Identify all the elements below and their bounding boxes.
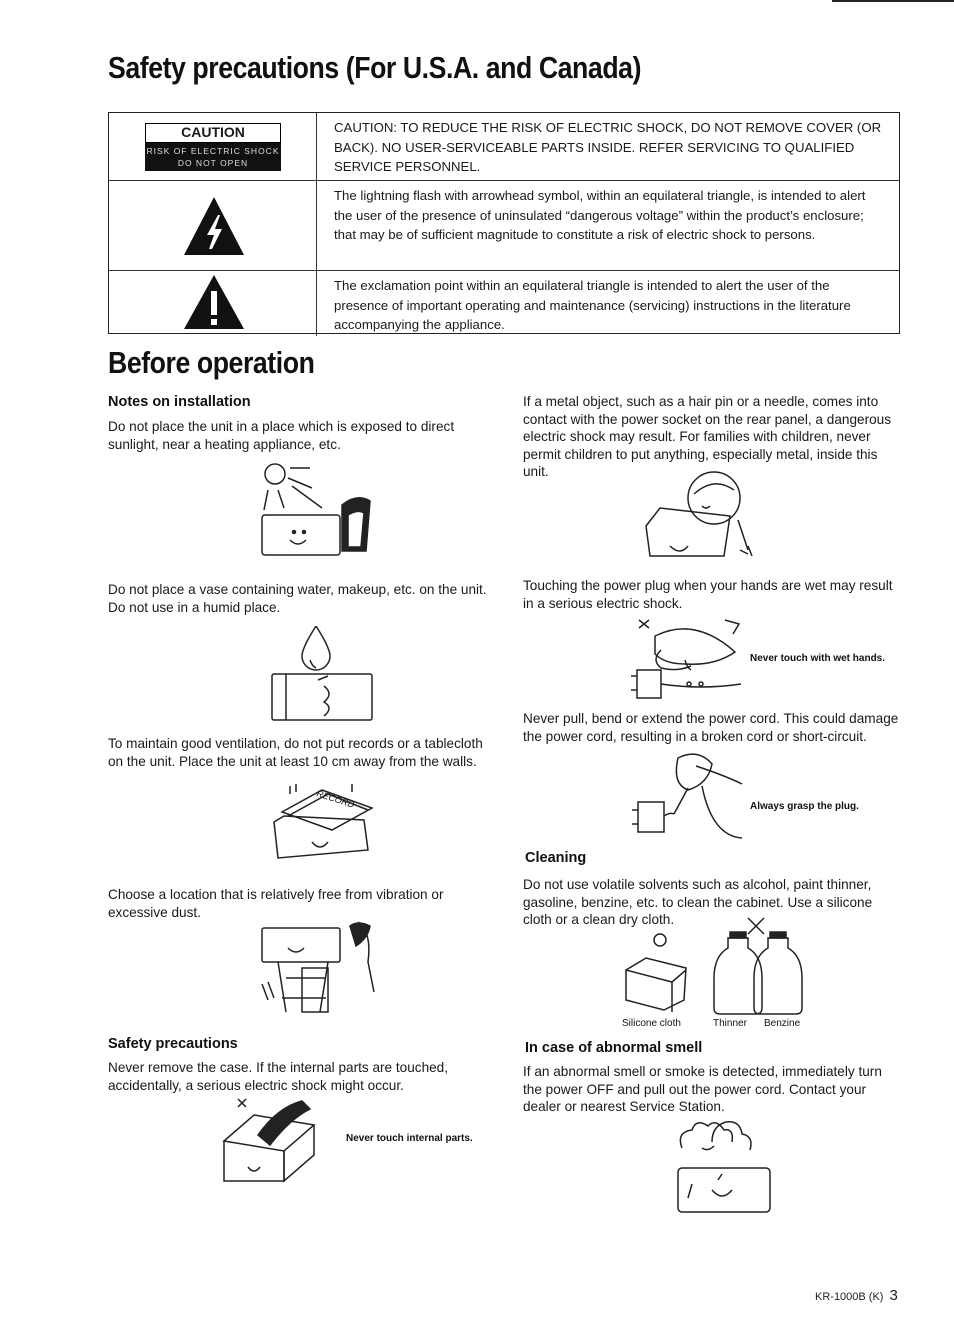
right-p5: If an abnormal smell or smoke is detected, immediately turn the power OFF and pull out the power cord. Contact your dealer or nearest Service Station. — [523, 1064, 882, 1115]
caution-sub-2: DO NOT OPEN — [177, 158, 249, 168]
caution-sub-1: RISK OF ELECTRIC SHOCK — [146, 146, 280, 156]
internal-parts-illustration — [218, 1095, 338, 1187]
top-rule — [832, 0, 954, 2]
wet-hands-label: Never touch with wet hands. — [750, 653, 886, 664]
notes-heading: Notes on installation — [108, 394, 251, 410]
right-p3: Never pull, bend or extend the power cord. This could damage the power cord, resulting in a broken cord or short-circuit. — [523, 711, 899, 744]
page-title: Safety precautions (For U.S.A. and Canada) — [108, 50, 642, 85]
left-p3: To maintain good ventilation, do not put records or a tablecloth on the unit. Place the unit at least 10 cm away from the walls. — [108, 736, 483, 769]
right-p2: Touching the power plug when your hands are wet may result in a serious electric shock. — [523, 578, 893, 611]
warning-row-exclamation — [109, 270, 899, 336]
wet-hands-illustration — [625, 612, 755, 704]
left-p5: Never remove the case. If the internal parts are touched, accidentally, a serious electric shock might occur. — [108, 1060, 449, 1093]
record-label: RECORD — [315, 788, 356, 810]
lightning-triangle-icon — [182, 195, 246, 257]
grasp-plug-illustration — [632, 750, 752, 842]
exclamation-triangle-icon — [182, 273, 246, 331]
grasp-label: Always grasp the plug. — [750, 801, 859, 812]
child-illustration — [642, 466, 762, 566]
right-p1: If a metal object, such as a hair pin or a needle, comes into contact with the power socket on the rear panel, a dangerous electric shock may result. For families with children, never permit children to put anything, especially metal, inside this unit. — [523, 394, 892, 480]
page-number: 3 — [889, 1287, 898, 1304]
left-p2: Do not place a vase containing water, makeup, etc. on the unit. Do not use in a humid place. — [108, 582, 487, 615]
smoke-illustration — [672, 1118, 782, 1218]
caution-label: CAUTION — [145, 123, 281, 143]
exclamation-text: The exclamation point within an equilateral triangle is intended to alert the user of the presence of important operating and maintenance (servicing) instructions in the literature accompanying the appliance. — [334, 278, 851, 332]
vibration-illustration — [258, 918, 388, 1014]
warning-row-caution — [109, 113, 899, 180]
cleaning-illustration — [618, 912, 814, 1016]
warning-row-lightning — [109, 180, 899, 271]
vase-illustration — [268, 626, 378, 724]
sunlight-illustration — [250, 460, 390, 560]
caution-label-box — [145, 123, 281, 171]
smell-heading: In case of abnormal smell — [525, 1040, 703, 1056]
caution-text: CAUTION: TO REDUCE THE RISK OF ELECTRIC SHOCK, DO NOT REMOVE COVER (OR BACK). NO USER-SERVICEABLE PARTS INSIDE. REFER SERVICING TO QUALIFIED SERVICE PERSONNEL. — [334, 120, 882, 174]
lightning-text: The lightning flash with arrowhead symbol, within an equilateral triangle, is intended to alert the user of the presence of uninsulated “dangerous voltage” within the product’s enclosure; that may be of sufficient magnitude to constitute a risk of electric shock to persons. — [334, 188, 866, 242]
left-p4: Choose a location that is relatively free from vibration or excessive dust. — [108, 887, 444, 920]
warning-table — [108, 112, 900, 334]
internal-label: Never touch internal parts. — [346, 1133, 473, 1144]
section-title: Before operation — [108, 345, 315, 380]
left-p1: Do not place the unit in a place which is exposed to direct sunlight, near a heating appliance, etc. — [108, 419, 455, 452]
record-illustration — [266, 782, 378, 860]
model-number: KR-1000B (K) — [815, 1291, 884, 1303]
thinner-label: Thinner — [713, 1018, 747, 1029]
right-p4: Do not use volatile solvents such as alcohol, paint thinner, gasoline, benzine, etc. to clean the cabinet. Use a silicone cloth or a clean dry cloth. — [523, 877, 873, 928]
benzine-label: Benzine — [764, 1018, 801, 1029]
cleaning-heading: Cleaning — [525, 850, 587, 866]
silicone-cloth-label: Silicone cloth — [622, 1018, 681, 1029]
page-footer — [815, 1287, 898, 1304]
safety-heading: Safety precautions — [108, 1036, 238, 1052]
